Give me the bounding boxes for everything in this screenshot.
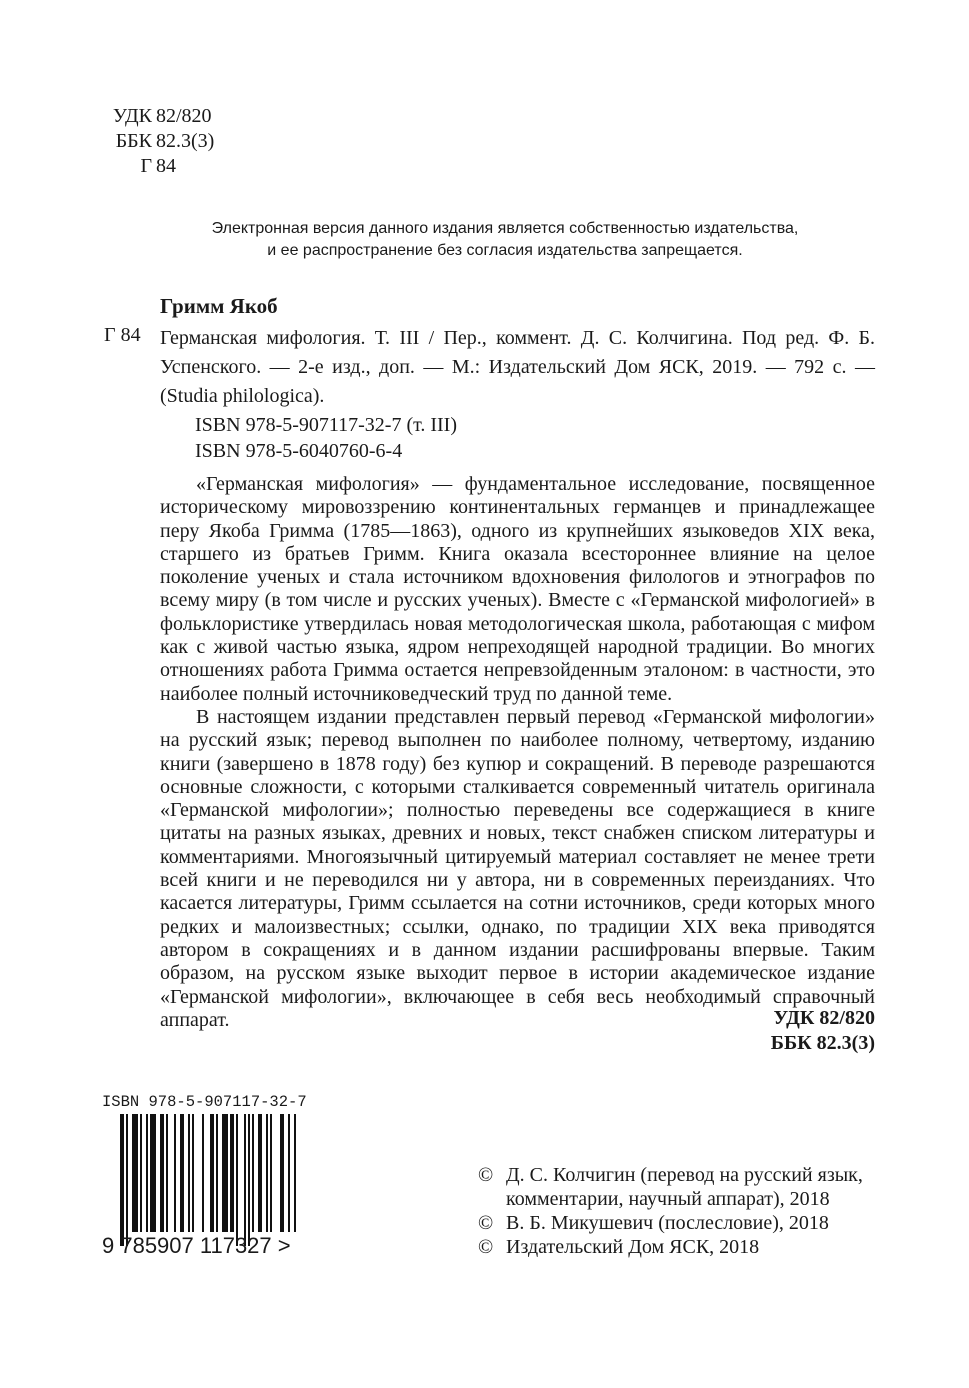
copyright-item xyxy=(478,1163,878,1211)
isbn-volume: ISBN 978-5-907117-32-7 (т. III) xyxy=(195,414,458,436)
barcode-bar xyxy=(202,1114,204,1232)
code-value: 84 xyxy=(156,155,176,177)
electronic-version-notice xyxy=(180,218,830,262)
copyright-text: Издательский Дом ЯСК, 2018 xyxy=(506,1236,760,1258)
barcode-bar xyxy=(192,1114,194,1232)
code-row-bbk xyxy=(104,129,214,154)
barcode-bar xyxy=(244,1114,246,1246)
copyright-text: В. Б. Микушевич (послесловие), 2018 xyxy=(506,1212,829,1234)
code-key: Г xyxy=(140,155,152,177)
annotation-paragraph-2: В настоящем издании представлен первый перевод «Германской мифологии» на русский язык; перевод выполнен по наиболее полному, четвертому, изданию книги (завершено в 1878 году) без купюр и сокращений. В переводе разрешаются основные сложности, с которыми сталкивается современный читатель оригинала «Германской мифологии»; полностью переведены все содержащиеся в книге цитаты на разных языках, древних и новых, текст снабжен списком литературы и комментариями. Многоязычный цитируемый материал составляет не менее трети всей книги и не переводился ни у автора, ни в современных переизданиях. Что касается литературы, Гримм ссылается на сотни источников, среди которых много редких и малоизвестных; ссылки, однако, по традиции XIX века приводятся автором в сокращениях и в данном издании расшифрованы впервые. Таким образом, на русском языке выходит первое в истории академическое издание «Германской мифологии», включающее в себя весь необходимый справочный аппарат. xyxy=(160,705,875,1031)
copyright-item xyxy=(478,1235,878,1259)
barcode-bar xyxy=(288,1114,290,1232)
bbk-code-bold: ББК 82.3(3) xyxy=(770,1032,875,1054)
code-row-cutter xyxy=(104,154,214,179)
barcode-bar xyxy=(180,1114,184,1232)
barcode-bar xyxy=(270,1114,272,1232)
annotation-paragraph-1: «Германская мифология» — фундаментальное исследование, посвященное историческому мировоззрению континентальных германцев и принадлежащее перу Якоба Гримма (1785—1863), одного из крупнейших языковедов XIX века, старшего из братьев Гримм. Книга оказала всестороннее влияние на целое поколение ученых и стала источником вдохновения филологов и этнографов по всему миру (в том числе и русских ученых). Вместе с «Германской мифологией» в фольклористике утвердилась новая методологическая школа, работающая с мифом как с живой частью языка, ядром непреходящей народной традиции. Во многих отношениях работа Гримма остается непревзойденным эталоном: в частности, это наиболее полный источниковедческий труд по данной теме. xyxy=(160,473,875,705)
barcode-isbn-text: ISBN 978-5-907117-32-7 xyxy=(102,1093,307,1111)
barcode-bar xyxy=(222,1114,228,1232)
barcode-bar xyxy=(216,1114,218,1232)
annotation xyxy=(160,473,875,1032)
barcode-bar xyxy=(140,1114,142,1232)
barcode-bar xyxy=(294,1114,296,1232)
isbn-set: ISBN 978-5-6040760-6-4 xyxy=(195,440,403,462)
barcode-bar xyxy=(160,1114,164,1232)
barcode-bar xyxy=(174,1114,176,1232)
copyright-text: Д. С. Колчигин (перевод на русский язык, комментарии, научный аппарат), 2018 xyxy=(506,1164,863,1210)
barcode-bar xyxy=(236,1114,238,1246)
code-value: 82.3(3) xyxy=(156,130,215,152)
barcode-bar xyxy=(280,1114,284,1232)
notice-line-1: Электронная версия данного издания является собственностью издательства, xyxy=(211,220,799,237)
barcode-bar xyxy=(266,1114,268,1232)
notice-line-2: и ее распространение без согласия издательства запрещается. xyxy=(267,242,743,259)
classification-codes-bold xyxy=(771,1006,875,1056)
copyright-list xyxy=(478,1163,878,1259)
barcode-bar xyxy=(210,1114,214,1232)
copyright-symbol: © xyxy=(478,1212,494,1234)
classification-codes xyxy=(104,104,214,179)
barcode-bar xyxy=(230,1114,234,1232)
isbn-list xyxy=(195,412,457,464)
copyright-item xyxy=(478,1211,878,1235)
barcode-block xyxy=(102,1093,342,1258)
barcode-image xyxy=(102,1114,307,1246)
barcode-bar xyxy=(126,1114,128,1246)
barcode-digits: 9 785907 117327 > xyxy=(102,1233,291,1258)
code-key: УДК xyxy=(112,105,152,127)
barcode-bar xyxy=(132,1114,138,1232)
code-row-udk xyxy=(104,104,214,129)
code-value: 82/820 xyxy=(156,105,212,127)
bibliographic-description xyxy=(160,324,875,411)
barcode-bar xyxy=(166,1114,168,1232)
barcode-bar xyxy=(146,1114,148,1232)
code-key: ББК xyxy=(115,130,152,152)
description-text: Германская мифология. Т. III / Пер., коммент. Д. С. Колчигина. Под ред. Ф. Б. Успенского. — 2-е изд., доп. — М.: Издательский Дом ЯСК, 2019. — 792 с. — (Studia philologica). xyxy=(160,327,875,407)
udk-code-bold: УДК 82/820 xyxy=(773,1007,875,1029)
barcode-bar xyxy=(258,1114,262,1232)
barcode-bar xyxy=(188,1114,190,1232)
barcode-bar xyxy=(120,1114,124,1246)
cutter-code: Г 84 xyxy=(104,324,141,346)
copyright-symbol: © xyxy=(478,1236,494,1258)
barcode-bar xyxy=(248,1114,250,1246)
barcode-bar xyxy=(252,1114,254,1232)
copyright-symbol: © xyxy=(478,1164,494,1186)
barcode-bar xyxy=(150,1114,156,1232)
author-name: Гримм Якоб xyxy=(160,294,278,318)
